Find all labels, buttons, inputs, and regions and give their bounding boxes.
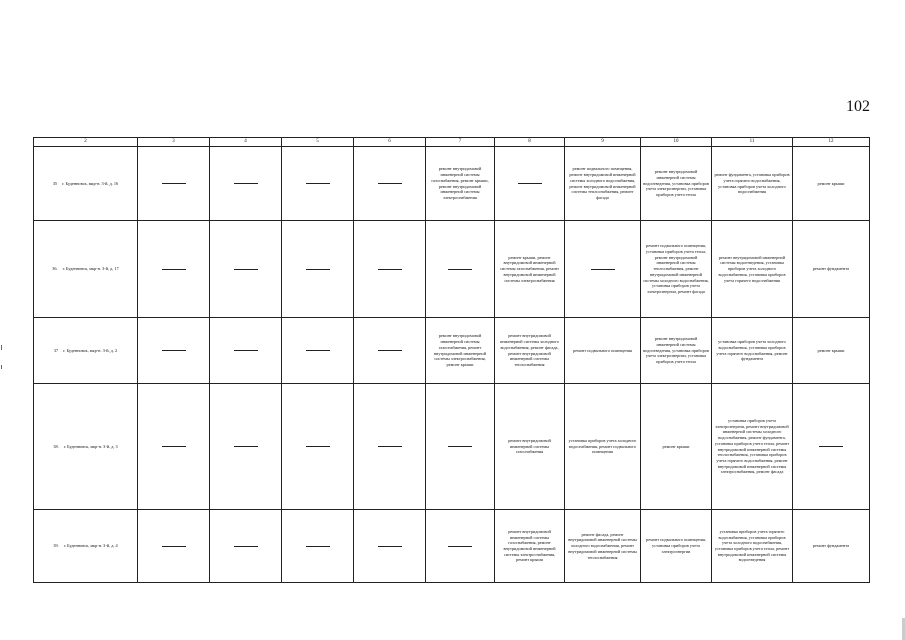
capital-repair-table xyxy=(33,137,870,583)
table-row xyxy=(34,221,870,318)
table-row xyxy=(34,510,870,583)
header-cell-5: 5 xyxy=(282,138,354,147)
cell-col-12: ремонт крыши xyxy=(793,318,870,384)
cell-col-11: установка приборов учета холодного водоснабжения, установка приборов учета горячего водоснабжения, ремонт фундамента xyxy=(712,318,793,384)
empty-dash xyxy=(234,269,258,270)
cell-col-4 xyxy=(210,384,282,510)
cell-col-3 xyxy=(138,384,210,510)
cell-col-11: установка приборов учета горячего водоснабжения, установка приборов учета холодного водоснабжения, установка приборов учета тепла, ремонт внутридомовой инженерной системы водоотведения xyxy=(712,510,793,583)
cell-col-7: ремонт внутридомовой инженерной системы газоснабжения, ремонт внутридомовой инженерной системы электроснабжения, ремонт крыши xyxy=(426,318,495,384)
cell-col-10: ремонт подвального помещения, установка приборов учета электроэнергии xyxy=(641,510,712,583)
address-cell xyxy=(34,318,138,384)
header-cell-8: 8 xyxy=(495,138,565,147)
header-row xyxy=(34,138,870,147)
empty-dash xyxy=(162,350,186,351)
header-cell-9: 9 xyxy=(565,138,641,147)
cell-col-3 xyxy=(138,147,210,221)
empty-dash xyxy=(306,269,330,270)
cell-col-4 xyxy=(210,221,282,318)
address-text: г. Буденновск, мкр-н. 3-й, д. 17 xyxy=(62,266,119,272)
empty-dash xyxy=(448,546,472,547)
cell-col-12 xyxy=(793,384,870,510)
cell-col-10: ремонт подвального помещения, установка приборов учета тепла, ремонт внутридомовой инженерной системы теплоснабжения, ремонт внутридомовой инженерной системы холодного водоснабжения, установка приборов учета электроэнергии, ремонт фасада xyxy=(641,221,712,318)
binding-mark xyxy=(1,345,2,350)
address-text: г. Буденновск, мкр-н. 3-й, д. 3 xyxy=(63,443,118,449)
address-text: г. Буденновск, мкр-н. 3-й, д. 16 xyxy=(62,180,119,186)
cell-col-7: ремонт внутридомовой инженерной системы газоснабжения, ремонт крыши, ремонт внутридомовой инженерной системы электроснабжения xyxy=(426,147,495,221)
cell-col-11: установка приборов учета электроэнергии, ремонт внутридомовой инженерной системы холодного водоснабжения, ремонт фундамента, установка приборов учета тепла, ремонт внутридомовой инженерной системы теплоснабжения, установка приборов учета горячего водоснабжения, ремонт внутридомовой инженерной системы электроснабжения, ремонт фасада xyxy=(712,384,793,510)
cell-col-3 xyxy=(138,221,210,318)
cell-col-5 xyxy=(282,221,354,318)
empty-dash xyxy=(306,183,330,184)
cell-col-9: ремонт подвального помещения xyxy=(565,318,641,384)
cell-col-10: ремонт внутридомовой инженерной системы водоотведения, установка приборов учета электроэнергии, установка приборов учета тепла xyxy=(641,147,712,221)
cell-col-8 xyxy=(495,147,565,221)
empty-dash xyxy=(162,446,186,447)
cell-col-10: ремонт крыши xyxy=(641,384,712,510)
header-cell-12: 12 xyxy=(793,138,870,147)
row-number: 35 xyxy=(52,180,58,186)
header-cell-2: 2 xyxy=(34,138,138,147)
cell-col-6 xyxy=(354,221,426,318)
cell-col-7 xyxy=(426,384,495,510)
cell-col-5 xyxy=(282,318,354,384)
empty-dash xyxy=(378,546,402,547)
address-text: г. Буденновск, мкр-н. 3-й, д. 2 xyxy=(63,347,118,353)
header-cell-6: 6 xyxy=(354,138,426,147)
empty-dash xyxy=(306,350,330,351)
cell-col-6 xyxy=(354,510,426,583)
cell-col-12: ремонт крыши xyxy=(793,147,870,221)
cell-col-3 xyxy=(138,510,210,583)
row-number: 39. xyxy=(53,543,59,549)
binding-mark xyxy=(1,365,2,369)
cell-col-8: ремонт внутридомовой инженерной системы газоснабжения xyxy=(495,384,565,510)
row-number: 36. xyxy=(52,266,58,272)
header-cell-7: 7 xyxy=(426,138,495,147)
address-text: г. Буденновск, мкр-н. 3-й, д. 4 xyxy=(63,543,118,549)
empty-dash xyxy=(234,446,258,447)
cell-col-8: ремонт внутридомовой инженерной системы холодного водоснабжения, ремонт фасада, ремонт внутридомовой инженерной системы теплоснабжения xyxy=(495,318,565,384)
cell-col-10: ремонт внутридомовой инженерной системы водоотведения, установка приборов учета электроэнергии, установка приборов учета тепла xyxy=(641,318,712,384)
row-number: 37 xyxy=(53,347,59,353)
address-cell xyxy=(34,384,138,510)
empty-dash xyxy=(306,546,330,547)
cell-col-6 xyxy=(354,384,426,510)
empty-dash xyxy=(162,183,186,184)
cell-col-9: установка приборов учета холодного водоснабжения, ремонт подвального помещения xyxy=(565,384,641,510)
empty-dash xyxy=(234,183,258,184)
empty-dash xyxy=(378,183,402,184)
cell-col-7 xyxy=(426,221,495,318)
address-cell xyxy=(34,221,138,318)
cell-col-4 xyxy=(210,318,282,384)
empty-dash xyxy=(518,183,542,184)
cell-col-3 xyxy=(138,318,210,384)
cell-col-7 xyxy=(426,510,495,583)
cell-col-6 xyxy=(354,147,426,221)
address-cell xyxy=(34,147,138,221)
empty-dash xyxy=(306,446,330,447)
cell-col-11: ремонт внутридомовой инженерной системы водоотведения, установка приборов учета холодного водоснабжения, установка приборов учета горячего водоснабжения xyxy=(712,221,793,318)
empty-dash xyxy=(819,446,843,447)
empty-dash xyxy=(378,350,402,351)
header-cell-4: 4 xyxy=(210,138,282,147)
cell-col-9: ремонт фасада, ремонт внутридомовой инженерной системы холодного водоснабжения, ремонт внутридомовой инженерной системы теплоснабжения xyxy=(565,510,641,583)
cell-col-5 xyxy=(282,147,354,221)
address-cell xyxy=(34,510,138,583)
page-number: 102 xyxy=(846,98,870,115)
table-row xyxy=(34,318,870,384)
cell-col-4 xyxy=(210,510,282,583)
cell-col-4 xyxy=(210,147,282,221)
cell-col-5 xyxy=(282,510,354,583)
empty-dash xyxy=(162,269,186,270)
cell-col-12: ремонт фундамента xyxy=(793,221,870,318)
cell-col-8: ремонт крыши, ремонт внутридомовой инженерной системы газоснабжения, ремонт внутридомовой инженерной системы электроснабжения xyxy=(495,221,565,318)
header-cell-10: 10 xyxy=(641,138,712,147)
cell-col-9 xyxy=(565,221,641,318)
row-number: 38. xyxy=(53,443,59,449)
empty-dash xyxy=(378,269,402,270)
table-row xyxy=(34,147,870,221)
empty-dash xyxy=(234,350,258,351)
cell-col-6 xyxy=(354,318,426,384)
cell-col-11: ремонт фундамента, установка приборов учета горячего водоснабжения, установка приборов учета холодного водоснабжения xyxy=(712,147,793,221)
cell-col-8: ремонт внутридомовой инженерной системы газоснабжения, ремонт внутридомовой инженерной системы электроснабжения, ремонт крыши xyxy=(495,510,565,583)
empty-dash xyxy=(234,546,258,547)
empty-dash xyxy=(448,269,472,270)
cell-col-9: ремонт подвального помещения, ремонт внутридомовой инженерной системы холодного водоснабжения, ремонт внутридомовой инженерной системы теплоснабжения, ремонт фасада xyxy=(565,147,641,221)
header-cell-3: 3 xyxy=(138,138,210,147)
table-row xyxy=(34,384,870,510)
empty-dash xyxy=(378,446,402,447)
empty-dash xyxy=(162,546,186,547)
cell-col-5 xyxy=(282,384,354,510)
cell-col-12: ремонт фундамента xyxy=(793,510,870,583)
empty-dash xyxy=(448,446,472,447)
empty-dash xyxy=(591,269,615,270)
header-cell-11: 11 xyxy=(712,138,793,147)
